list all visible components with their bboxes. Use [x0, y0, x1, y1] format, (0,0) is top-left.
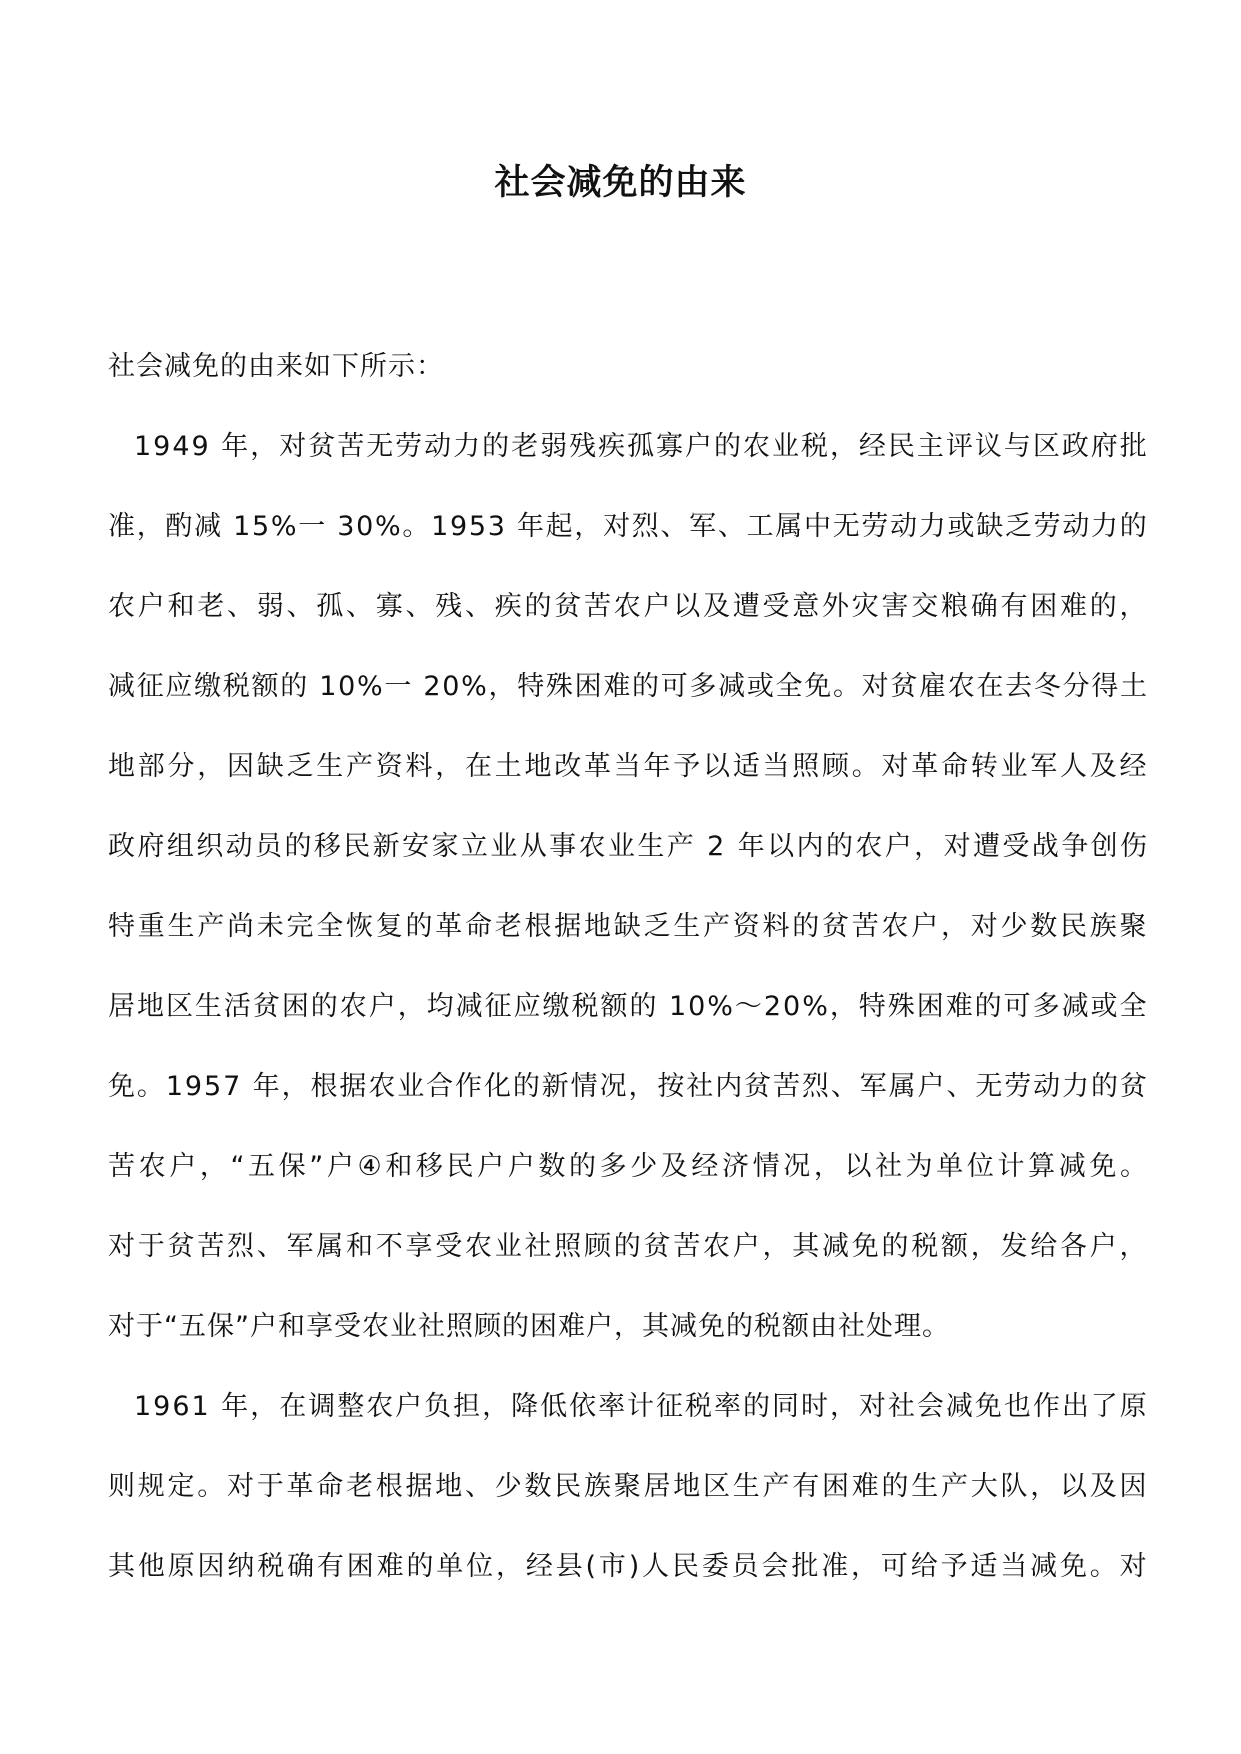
document-title: 社会减免的由来	[494, 163, 747, 203]
body-line: 免 。 1 9 5 7 年 ， 根 据 农 业 合 作 化 的 新 情 况 ， 按 社 内 贫 苦 烈 、 军 属 户 、 无 劳 动 力 的 贫	[108, 1071, 1148, 1102]
body-line: 政 府 组 织 动 员 的 移 民 新 安 家 立 业 从 事 农 业 生 产 2 年 以 内 的 农 户 ， 对 遭 受 战 争 创 伤	[108, 831, 1148, 862]
body-line: 苦 农 户 ， “ 五 保 ” 户 ④ 和 移 民 户 户 数 的 多 少 及 经 济 情 况 ， 以 社 为 单 位 计 算 减 免 。	[108, 1151, 1148, 1182]
body-line: 对于“五保”户和享受农业社照顾的困难户，其减免的税额由社处理。	[108, 1311, 950, 1342]
body-line: 1 9 4 9 年 ， 对 贫 苦 无 劳 动 力 的 老 弱 残 疾 孤 寡 户 的 农 业 税 ， 经 民 主 评 议 与 区 政 府 批	[134, 431, 1148, 462]
body-line: 特 重 生 产 尚 未 完 全 恢 复 的 革 命 老 根 据 地 缺 乏 生 产 资 料 的 贫 苦 农 户 ， 对 少 数 民 族 聚	[108, 911, 1148, 942]
body-line: 社会减免的由来如下所示：	[108, 351, 444, 382]
body-line: 准 ， 酌 减 1 5 % 一 3 0 % 。 1 9 5 3 年 起 ， 对 烈 、 军 、 工 属 中 无 劳 动 力 或 缺 乏 劳 动 力 的	[108, 511, 1148, 542]
body-line: 1 9 6 1 年 ， 在 调 整 农 户 负 担 ， 降 低 依 率 计 征 税 率 的 同 时 ， 对 社 会 减 免 也 作 出 了 原	[134, 1391, 1148, 1422]
body-line: 减 征 应 缴 税 额 的 1 0 % 一 2 0 % ， 特 殊 困 难 的 可 多 减 或 全 免 。 对 贫 雇 农 在 去 冬 分 得 土	[108, 671, 1148, 702]
body-line: 农 户 和 老 、 弱 、 孤 、 寡 、 残 、 疾 的 贫 苦 农 户 以 及 遭 受 意 外 灾 害 交 粮 确 有 困 难 的 ，	[108, 591, 1148, 622]
body-line: 则 规 定 。 对 于 革 命 老 根 据 地 、 少 数 民 族 聚 居 地 区 生 产 有 困 难 的 生 产 大 队 ， 以 及 因	[108, 1471, 1148, 1502]
body-line: 对 于 贫 苦 烈 、 军 属 和 不 享 受 农 业 社 照 顾 的 贫 苦 农 户 ， 其 减 免 的 税 额 ， 发 给 各 户 ，	[108, 1231, 1148, 1262]
document-body	[108, 344, 1148, 1624]
body-line: 居 地 区 生 活 贫 困 的 农 户 ， 均 减 征 应 缴 税 额 的 1 0 % ～ 2 0 % ， 特 殊 困 难 的 可 多 减 或 全	[108, 991, 1148, 1022]
body-line: 其 他 原 因 纳 税 确 有 困 难 的 单 位 ， 经 县 ( 市 ) 人 民 委 员 会 批 准 ， 可 给 予 适 当 减 免 。 对	[108, 1551, 1148, 1582]
body-line: 地 部 分 ， 因 缺 乏 生 产 资 料 ， 在 土 地 改 革 当 年 予 以 适 当 照 顾 。 对 革 命 转 业 军 人 及 经	[108, 751, 1148, 782]
